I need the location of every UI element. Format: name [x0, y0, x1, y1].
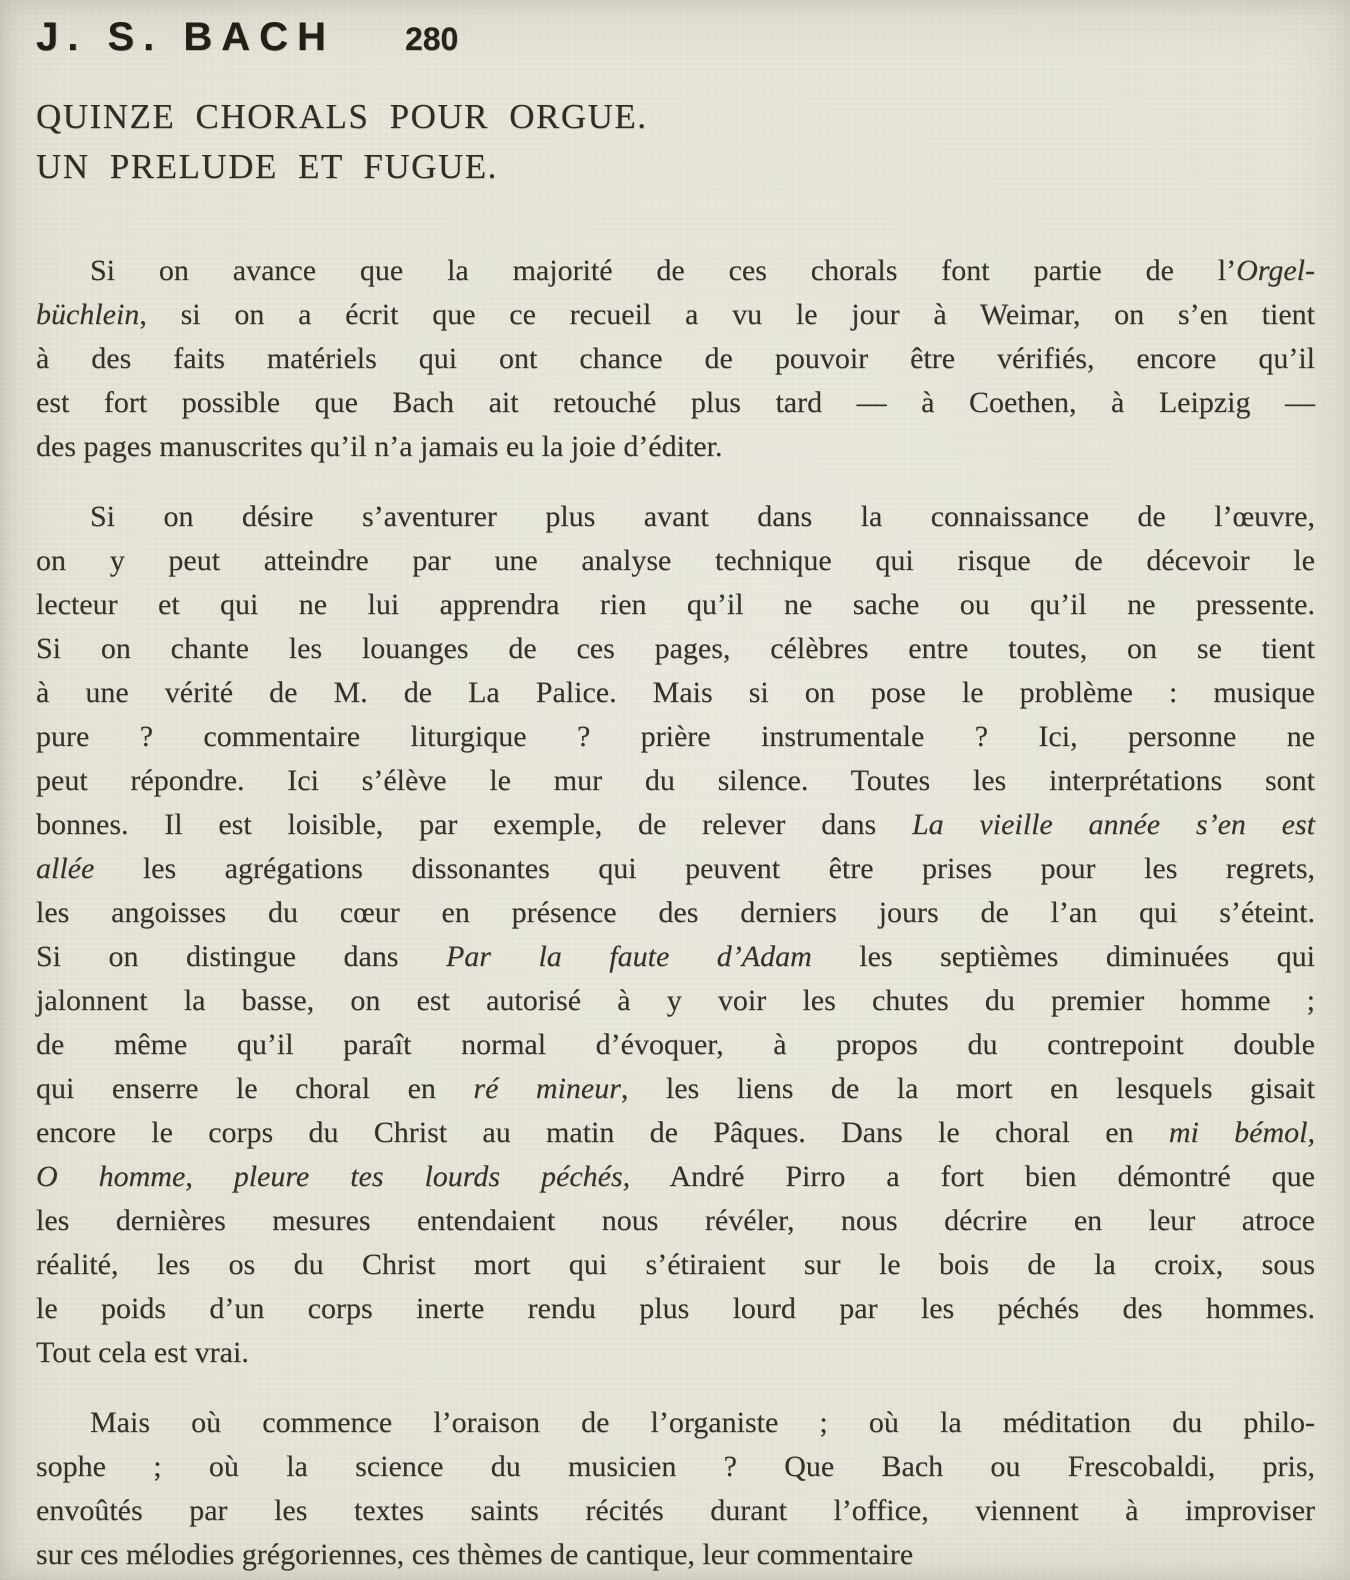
- italic-text-segment: La vieille année s’en est: [911, 808, 1315, 841]
- text-segment: pure ? commentaire liturgique ? prière instrumentale ? Ici, personne ne: [36, 720, 1315, 753]
- text-segment: à des faits matériels qui ont chance de pouvoir être vérifiés, encore qu’il: [36, 342, 1315, 375]
- text-segment: sophe ; où la science du musicien ? Que Bach ou Frescobaldi, pris,: [36, 1450, 1315, 1483]
- text-line: [36, 1533, 1315, 1577]
- text-segment: envoûtés par les textes saints récités durant l’office, viennent à improviser: [36, 1494, 1315, 1527]
- paragraph: [36, 249, 1315, 469]
- text-line: [36, 1111, 1315, 1155]
- paragraph: [36, 1401, 1315, 1577]
- text-segment: les septièmes diminuées qui: [811, 940, 1315, 973]
- section-title-line: QUINZE CHORALS POUR ORGUE.: [36, 97, 648, 136]
- paragraph: [36, 495, 1315, 1375]
- text-line: [36, 1445, 1315, 1489]
- text-line: [36, 1023, 1315, 1067]
- text-line: [36, 671, 1315, 715]
- text-line: [36, 293, 1315, 337]
- text-segment: , les liens de la mort en lesquels gisait: [620, 1072, 1316, 1105]
- text-segment: les agrégations dissonantes qui peuvent être prises pour les regrets,: [94, 852, 1315, 885]
- text-segment: André Pirro a fort bien démontré que: [630, 1160, 1315, 1193]
- text-line: [36, 539, 1315, 583]
- text-line: [36, 1287, 1315, 1331]
- text-segment: peut répondre. Ici s’élève le mur du silence. Toutes les interprétations sont: [36, 764, 1315, 797]
- text-line: [36, 583, 1315, 627]
- text-segment: lecteur et qui ne lui apprendra rien qu’il ne sache ou qu’il ne pressente.: [36, 588, 1315, 621]
- text-segment: à une vérité de M. de La Palice. Mais si on pose le problème : musique: [36, 676, 1315, 709]
- chapter-title: J. S. BACH: [36, 15, 335, 59]
- text-segment: réalité, les os du Christ mort qui s’étiraient sur le bois de la croix, sous: [36, 1248, 1315, 1281]
- italic-text-segment: Orgel-: [1236, 254, 1315, 287]
- text-line: [36, 847, 1315, 891]
- text-segment: encore le corps du Christ au matin de Pâques. Dans le choral en: [36, 1116, 1169, 1149]
- text-line: [36, 1401, 1315, 1445]
- text-segment: le poids d’un corps inerte rendu plus lourd par les péchés des hommes.: [36, 1292, 1315, 1325]
- text-segment: Mais où commence l’oraison de l’organiste ; où la méditation du philo-: [90, 1406, 1315, 1439]
- text-line: [36, 337, 1315, 381]
- body-text: [36, 249, 1315, 1577]
- text-line: [36, 803, 1315, 847]
- section-title-line: UN PRELUDE ET FUGUE.: [36, 147, 498, 186]
- text-segment: est fort possible que Bach ait retouché plus tard — à Coethen, à Leipzig —: [36, 386, 1315, 419]
- text-segment: bonnes. Il est loisible, par exemple, de relever dans: [36, 808, 912, 841]
- text-segment: qui enserre le choral en: [36, 1072, 474, 1105]
- text-line: [36, 979, 1315, 1023]
- text-line: [36, 249, 1315, 293]
- text-segment: les dernières mesures entendaient nous révéler, nous décrire en leur atroce: [36, 1204, 1315, 1237]
- text-line: [36, 1243, 1315, 1287]
- text-segment: de même qu’il paraît normal d’évoquer, à propos du contrepoint double: [36, 1028, 1315, 1061]
- text-line: [36, 381, 1315, 425]
- page-header: [36, 15, 1315, 59]
- text-segment: Tout cela est vrai.: [36, 1336, 249, 1369]
- text-segment: jalonnent la basse, on est autorisé à y voir les chutes du premier homme ;: [36, 984, 1315, 1017]
- italic-text-segment: Par la faute d’Adam: [445, 940, 812, 973]
- text-segment: , si on a écrit que ce recueil a vu le jour à Weimar, on s’en tient: [139, 298, 1315, 331]
- text-line: [36, 1489, 1315, 1533]
- text-line: [36, 1331, 1315, 1375]
- text-segment: Si on distingue dans: [36, 940, 446, 973]
- text-line: [36, 1199, 1315, 1243]
- page-number: 280: [404, 21, 459, 57]
- text-line: [36, 715, 1315, 759]
- italic-text-segment: büchlein: [36, 298, 140, 331]
- text-line: [36, 1155, 1315, 1199]
- text-segment: on y peut atteindre par une analyse technique qui risque de décevoir le: [36, 544, 1315, 577]
- italic-text-segment: ré mineur: [473, 1072, 621, 1105]
- italic-text-segment: O homme, pleure tes lourds péchés,: [36, 1160, 631, 1193]
- text-line: [36, 891, 1315, 935]
- text-segment: Si on chante les louanges de ces pages, célèbres entre toutes, on se tient: [36, 632, 1315, 665]
- italic-text-segment: allée: [36, 852, 95, 885]
- text-segment: Si on désire s’aventurer plus avant dans la connaissance de l’œuvre,: [90, 500, 1315, 533]
- text-line: [36, 425, 1315, 469]
- text-segment: des pages manuscrites qu’il n’a jamais eu la joie d’éditer.: [36, 430, 723, 463]
- text-line: [36, 1067, 1315, 1111]
- section-title: [36, 92, 1315, 192]
- text-segment: sur ces mélodies grégoriennes, ces thèmes de cantique, leur commentaire: [36, 1538, 914, 1571]
- text-line: [36, 935, 1315, 979]
- text-line: [36, 759, 1315, 803]
- italic-text-segment: mi bémol,: [1168, 1116, 1315, 1149]
- text-line: [36, 495, 1315, 539]
- text-segment: Si on avance que la majorité de ces chorals font partie de l’: [90, 254, 1237, 287]
- text-line: [36, 627, 1315, 671]
- text-segment: les angoisses du cœur en présence des derniers jours de l’an qui s’éteint.: [36, 896, 1315, 929]
